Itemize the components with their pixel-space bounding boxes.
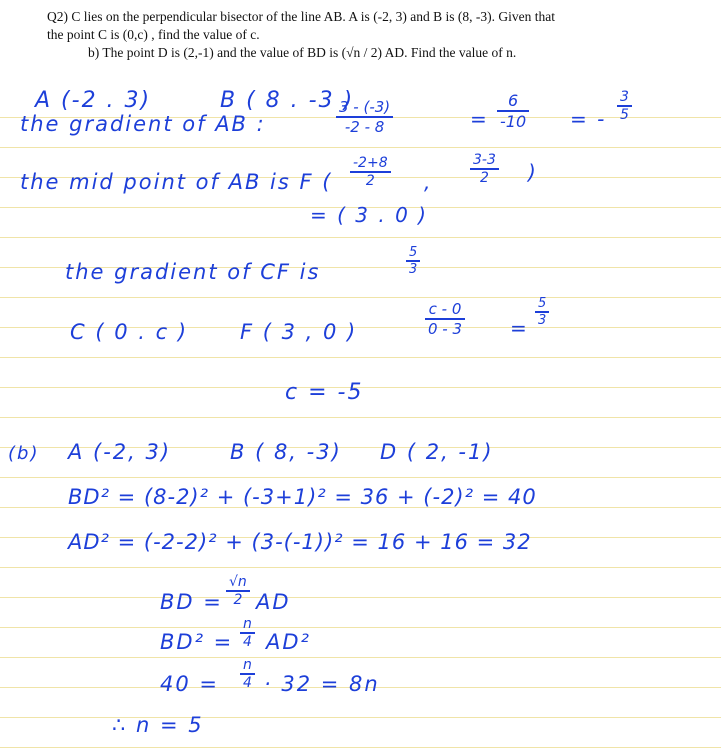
equals-sign: = — [470, 107, 489, 131]
gradient-ab-numerator: 3 - (-3) — [336, 98, 393, 118]
midpoint-value: = ( 3 . 0 ) — [310, 203, 428, 227]
forty-equation-prefix: 40 = — [160, 672, 219, 696]
gradient-cf-numerator: 5 — [406, 245, 420, 262]
cf-result-fraction — [535, 296, 549, 328]
bd-relation-numerator: √n — [226, 574, 250, 592]
part-b-label: (b) — [8, 443, 40, 464]
midpoint-comma: , — [424, 170, 433, 194]
gradient-cf-fraction — [406, 245, 420, 277]
point-f-label: F ( 3 , 0 ) — [240, 320, 358, 344]
gradient-ab-result-denominator: 5 — [620, 107, 629, 123]
part-b-point-a: A (-2, 3) — [68, 440, 172, 464]
cf-calc-denominator: 0 - 3 — [428, 320, 463, 338]
gradient-ab-fraction — [336, 98, 393, 136]
bd-squared-relation-suffix: AD² — [266, 630, 311, 654]
point-c-label: C ( 0 . c ) — [70, 320, 189, 344]
gradient-ab-label: the gradient of AB : — [20, 112, 266, 136]
gradient-ab-simplified-numerator: 6 — [497, 91, 529, 112]
midpoint-y-denominator: 2 — [479, 170, 489, 186]
bd-relation-denominator: 2 — [233, 592, 243, 608]
midpoint-x-fraction — [350, 155, 391, 189]
bd-relation-prefix: BD = — [160, 590, 223, 614]
cf-result-numerator: 5 — [535, 296, 549, 313]
forty-equation-denominator: 4 — [243, 675, 252, 691]
midpoint-label: the mid point of AB is F ( — [20, 170, 333, 194]
question-text — [0, 0, 721, 86]
bd-squared-line: BD² = (8-2)² + (-3+1)² = 36 + (-2)² = 40 — [68, 485, 537, 509]
bd-relation-suffix: AD — [256, 590, 291, 614]
gradient-cf-label: the gradient of CF is — [65, 260, 321, 284]
gradient-ab-denominator: -2 - 8 — [344, 118, 385, 136]
cf-calc-fraction — [425, 300, 465, 338]
point-b-label: B ( 8 . -3 ) — [220, 88, 355, 113]
gradient-ab-result-numerator: 3 — [617, 89, 632, 107]
equals-minus: = - — [570, 107, 607, 131]
cf-equals: = — [510, 316, 529, 340]
bd-squared-relation-numerator: n — [240, 616, 255, 634]
cf-result-denominator: 3 — [538, 313, 547, 328]
question-line-2: the point C is (0,c) , find the value of c. — [47, 27, 260, 42]
question-line-3: b) The point D is (2,-1) and the value of BD is (√n / 2) AD. Find the value of n. — [88, 45, 517, 60]
point-a-label: A (-2 . 3) — [35, 88, 152, 113]
midpoint-x-denominator: 2 — [365, 173, 375, 189]
final-answer: ∴ n = 5 — [112, 713, 204, 737]
midpoint-x-numerator: -2+8 — [350, 155, 391, 173]
forty-equation-suffix: · 32 = 8n — [264, 672, 380, 696]
cf-calc-numerator: c - 0 — [425, 300, 465, 320]
forty-equation-numerator: n — [240, 657, 255, 675]
bd-squared-relation-prefix: BD² = — [160, 630, 234, 654]
part-b-point-b: B ( 8, -3) — [230, 440, 342, 464]
bd-relation-fraction — [226, 574, 250, 608]
gradient-ab-result — [617, 89, 632, 123]
ad-squared-line: AD² = (-2-2)² + (3-(-1))² = 16 + 16 = 32 — [68, 530, 532, 554]
question-line-1: Q2) C lies on the perpendicular bisector of the line AB. A is (-2, 3) and B is (8, -3). Given that — [47, 9, 556, 24]
midpoint-y-fraction — [470, 152, 499, 186]
gradient-ab-simplified — [497, 91, 529, 131]
bd-squared-relation-denominator: 4 — [243, 634, 252, 650]
midpoint-close-paren: ) — [528, 160, 538, 184]
bd-squared-relation-fraction — [240, 616, 255, 650]
gradient-ab-simplified-denominator: -10 — [500, 112, 527, 131]
gradient-cf-denominator: 3 — [409, 262, 418, 277]
c-result: c = -5 — [285, 380, 364, 405]
part-b-point-d: D ( 2, -1) — [380, 440, 494, 464]
forty-equation-fraction — [240, 657, 255, 691]
midpoint-y-numerator: 3-3 — [470, 152, 499, 170]
